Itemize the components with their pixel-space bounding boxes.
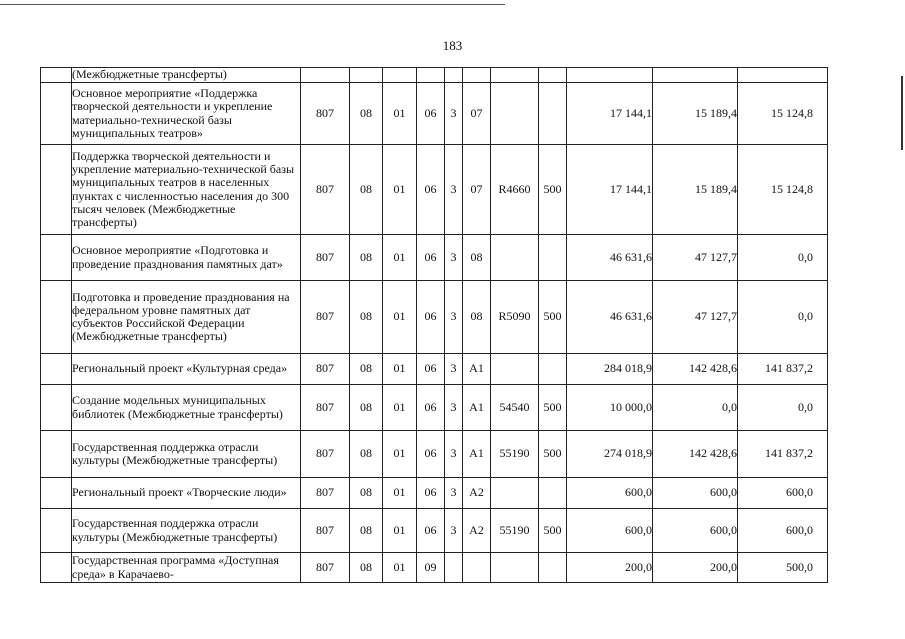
activity-cell: 07 — [463, 83, 491, 145]
expense-type-cell — [539, 83, 567, 145]
subprogram-cell — [445, 68, 463, 83]
margin-mark — [901, 76, 903, 150]
amount-2023-cell — [738, 68, 828, 83]
pr-cell: 01 — [383, 509, 417, 553]
amount-2021-cell — [567, 68, 653, 83]
name-cell: Основное мероприятие «Поддержка творческой деятельности и укрепление материально-технической базы муниципальных театров» — [72, 83, 301, 145]
name-cell: Государственная поддержка отрасли культуры (Межбюджетные трансферты) — [72, 509, 301, 553]
amount-2021-cell: 600,0 — [567, 509, 653, 553]
name-cell: Основное мероприятие «Подготовка и проведение празднования памятных дат» — [72, 235, 301, 281]
ved-cell: 807 — [301, 553, 350, 583]
amount-2022-cell: 600,0 — [653, 509, 738, 553]
amount-2022-cell: 15 189,4 — [653, 83, 738, 145]
table-row — [41, 235, 828, 281]
amount-2023-cell: 600,0 — [738, 509, 828, 553]
amount-2023-cell: 0,0 — [738, 281, 828, 354]
amount-2021-cell: 284 018,9 — [567, 354, 653, 385]
ved-cell — [301, 68, 350, 83]
program-cell: 06 — [417, 83, 445, 145]
expense-type-cell: 500 — [539, 281, 567, 354]
ved-cell: 807 — [301, 478, 350, 509]
program-cell: 09 — [417, 553, 445, 583]
activity-cell: 08 — [463, 235, 491, 281]
rz-cell: 08 — [350, 478, 383, 509]
activity-cell: 08 — [463, 281, 491, 354]
subprogram-cell: 3 — [445, 431, 463, 478]
table-row — [41, 553, 828, 583]
ved-cell: 807 — [301, 145, 350, 235]
index-cell — [41, 68, 72, 83]
amount-2023-cell: 600,0 — [738, 478, 828, 509]
index-cell — [41, 385, 72, 431]
amount-2021-cell: 46 631,6 — [567, 235, 653, 281]
table-row — [41, 145, 828, 235]
name-cell: Региональный проект «Творческие люди» — [72, 478, 301, 509]
activity-cell — [463, 68, 491, 83]
index-cell — [41, 281, 72, 354]
ved-cell: 807 — [301, 431, 350, 478]
rz-cell — [350, 68, 383, 83]
amount-2021-cell: 200,0 — [567, 553, 653, 583]
amount-2022-cell: 47 127,7 — [653, 235, 738, 281]
amount-2021-cell: 46 631,6 — [567, 281, 653, 354]
name-cell: Создание модельных муниципальных библиотек (Межбюджетные трансферты) — [72, 385, 301, 431]
amount-2023-cell: 500,0 — [738, 553, 828, 583]
program-cell: 06 — [417, 431, 445, 478]
name-cell: Государственная программа «Доступная среда» в Карачаево- — [72, 553, 301, 583]
amount-2022-cell: 0,0 — [653, 385, 738, 431]
index-cell — [41, 83, 72, 145]
amount-2023-cell: 15 124,8 — [738, 83, 828, 145]
activity-cell: A1 — [463, 431, 491, 478]
subprogram-cell — [445, 553, 463, 583]
expense-type-cell — [539, 354, 567, 385]
expense-type-cell: 500 — [539, 385, 567, 431]
program-cell: 06 — [417, 145, 445, 235]
subprogram-cell: 3 — [445, 385, 463, 431]
rz-cell: 08 — [350, 385, 383, 431]
pr-cell — [383, 68, 417, 83]
index-cell — [41, 553, 72, 583]
subprogram-cell: 3 — [445, 83, 463, 145]
program-cell: 06 — [417, 385, 445, 431]
expense-type-cell — [539, 68, 567, 83]
expense-type-cell — [539, 553, 567, 583]
ved-cell: 807 — [301, 83, 350, 145]
amount-2022-cell: 47 127,7 — [653, 281, 738, 354]
program-cell — [417, 68, 445, 83]
name-cell: Поддержка творческой деятельности и укрепление материально-технической базы муниципальных театров в населенных пунктах с численностью населения до 300 тысяч человек (Межбюджетные трансферты) — [72, 145, 301, 235]
expense-type-cell — [539, 235, 567, 281]
pr-cell: 01 — [383, 145, 417, 235]
program-cell: 06 — [417, 235, 445, 281]
name-cell: Региональный проект «Культурная среда» — [72, 354, 301, 385]
activity-cell — [463, 553, 491, 583]
ved-cell: 807 — [301, 281, 350, 354]
rz-cell: 08 — [350, 145, 383, 235]
rz-cell: 08 — [350, 431, 383, 478]
budget-table — [40, 67, 828, 583]
pr-cell: 01 — [383, 478, 417, 509]
rz-cell: 08 — [350, 83, 383, 145]
table-row — [41, 431, 828, 478]
pr-cell: 01 — [383, 553, 417, 583]
program-cell: 06 — [417, 478, 445, 509]
amount-2023-cell: 15 124,8 — [738, 145, 828, 235]
rz-cell: 08 — [350, 281, 383, 354]
direction-cell: R5090 — [491, 281, 539, 354]
direction-cell — [491, 68, 539, 83]
rz-cell: 08 — [350, 235, 383, 281]
index-cell — [41, 235, 72, 281]
rz-cell: 08 — [350, 553, 383, 583]
subprogram-cell: 3 — [445, 478, 463, 509]
amount-2022-cell — [653, 68, 738, 83]
amount-2021-cell: 17 144,1 — [567, 145, 653, 235]
activity-cell: A1 — [463, 385, 491, 431]
index-cell — [41, 431, 72, 478]
activity-cell: 07 — [463, 145, 491, 235]
amount-2021-cell: 17 144,1 — [567, 83, 653, 145]
amount-2021-cell: 274 018,9 — [567, 431, 653, 478]
subprogram-cell: 3 — [445, 235, 463, 281]
direction-cell: 54540 — [491, 385, 539, 431]
ved-cell: 807 — [301, 235, 350, 281]
pr-cell: 01 — [383, 281, 417, 354]
index-cell — [41, 509, 72, 553]
direction-cell — [491, 478, 539, 509]
activity-cell: A2 — [463, 478, 491, 509]
name-cell: Государственная поддержка отрасли культуры (Межбюджетные трансферты) — [72, 431, 301, 478]
amount-2023-cell: 141 837,2 — [738, 431, 828, 478]
ved-cell: 807 — [301, 385, 350, 431]
subprogram-cell: 3 — [445, 509, 463, 553]
pr-cell: 01 — [383, 431, 417, 478]
page-number: 183 — [442, 38, 463, 53]
index-cell — [41, 145, 72, 235]
amount-2023-cell: 0,0 — [738, 235, 828, 281]
top-rule — [0, 4, 505, 5]
amount-2021-cell: 600,0 — [567, 478, 653, 509]
pr-cell: 01 — [383, 354, 417, 385]
table-row — [41, 281, 828, 354]
amount-2023-cell: 0,0 — [738, 385, 828, 431]
name-cell: Подготовка и проведение празднования на федеральном уровне памятных дат субъектов Российской Федерации (Межбюджетные трансферты) — [72, 281, 301, 354]
activity-cell: A2 — [463, 509, 491, 553]
expense-type-cell: 500 — [539, 509, 567, 553]
expense-type-cell: 500 — [539, 431, 567, 478]
expense-type-cell — [539, 478, 567, 509]
index-cell — [41, 354, 72, 385]
amount-2021-cell: 10 000,0 — [567, 385, 653, 431]
table-row — [41, 83, 828, 145]
program-cell: 06 — [417, 509, 445, 553]
pr-cell: 01 — [383, 235, 417, 281]
direction-cell — [491, 354, 539, 385]
activity-cell: A1 — [463, 354, 491, 385]
ved-cell: 807 — [301, 509, 350, 553]
program-cell: 06 — [417, 354, 445, 385]
pr-cell: 01 — [383, 83, 417, 145]
subprogram-cell: 3 — [445, 145, 463, 235]
name-cell: (Межбюджетные трансферты) — [72, 68, 301, 83]
subprogram-cell: 3 — [445, 281, 463, 354]
direction-cell — [491, 553, 539, 583]
ved-cell: 807 — [301, 354, 350, 385]
table-row — [41, 354, 828, 385]
table-row — [41, 478, 828, 509]
direction-cell: 55190 — [491, 431, 539, 478]
amount-2023-cell: 141 837,2 — [738, 354, 828, 385]
direction-cell — [491, 83, 539, 145]
index-cell — [41, 478, 72, 509]
direction-cell: R4660 — [491, 145, 539, 235]
amount-2022-cell: 600,0 — [653, 478, 738, 509]
rz-cell: 08 — [350, 509, 383, 553]
expense-type-cell: 500 — [539, 145, 567, 235]
table-row — [41, 68, 828, 83]
amount-2022-cell: 200,0 — [653, 553, 738, 583]
subprogram-cell: 3 — [445, 354, 463, 385]
direction-cell: 55190 — [491, 509, 539, 553]
direction-cell — [491, 235, 539, 281]
table-row — [41, 385, 828, 431]
amount-2022-cell: 142 428,6 — [653, 354, 738, 385]
program-cell: 06 — [417, 281, 445, 354]
amount-2022-cell: 142 428,6 — [653, 431, 738, 478]
rz-cell: 08 — [350, 354, 383, 385]
table-row — [41, 509, 828, 553]
pr-cell: 01 — [383, 385, 417, 431]
amount-2022-cell: 15 189,4 — [653, 145, 738, 235]
